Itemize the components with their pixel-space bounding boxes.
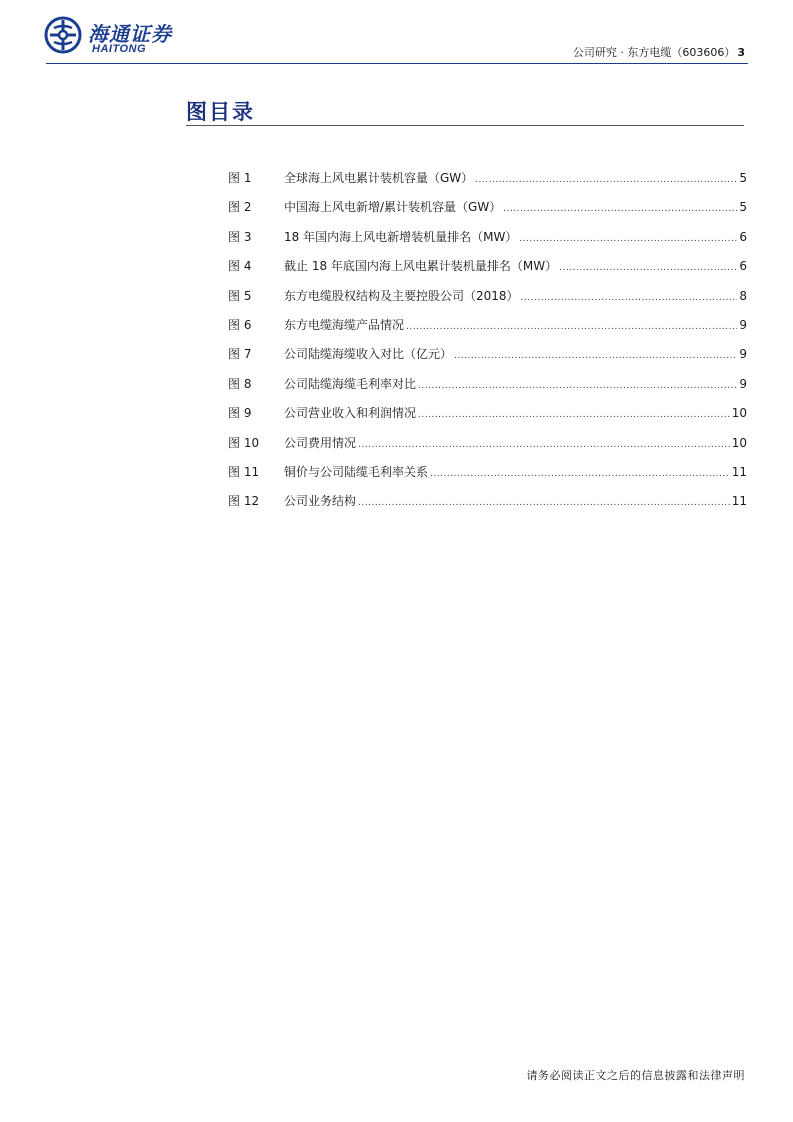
toc-figure-number: 图 1: [228, 171, 252, 185]
toc-entry[interactable]: [228, 287, 747, 316]
logo-chinese-name: 海通证券: [88, 22, 172, 46]
toc-figure-title: 公司陆缆海缆收入对比（亿元）: [284, 347, 453, 362]
toc-entry[interactable]: [228, 434, 747, 463]
toc-leader-dots: [358, 498, 730, 508]
toc-page-number: 11: [731, 494, 747, 509]
page-header: [0, 0, 793, 70]
toc-figure-number: 图 8: [228, 376, 252, 391]
toc-figure-title: 公司营业收入和利润情况: [284, 406, 417, 421]
toc-figure-title: 18 年国内海上风电新增装机量排名（MW）: [284, 229, 518, 244]
toc-figure-number: 图 4: [228, 259, 252, 274]
section-divider: [186, 125, 744, 126]
toc-figure-number: 图 2: [228, 200, 252, 215]
toc-leader-dots: [559, 263, 737, 273]
toc-figure-title: 东方电缆股权结构及主要控股公司（2018）: [284, 288, 519, 303]
toc-entry[interactable]: [228, 228, 747, 257]
toc-page-number: 6: [739, 229, 747, 244]
toc-entry[interactable]: [228, 463, 747, 492]
toc-figure-number: 图 7: [228, 347, 252, 362]
toc-page-number: 9: [739, 347, 747, 362]
toc-page-number: 6: [739, 259, 747, 274]
header-divider: [46, 63, 748, 64]
toc-leader-dots: [475, 175, 737, 185]
toc-entry[interactable]: [228, 345, 747, 374]
toc-leader-dots: [406, 322, 737, 332]
toc-leader-dots: [418, 381, 737, 391]
toc-entry[interactable]: [228, 492, 747, 521]
toc-leader-dots: [519, 234, 737, 244]
toc-figure-title: 公司费用情况: [284, 435, 357, 450]
toc-page-number: 8: [739, 288, 747, 303]
toc-page-number: 10: [731, 435, 747, 450]
toc-page-number: 5: [739, 200, 747, 215]
haitong-logo: [44, 16, 194, 60]
toc-figure-number: 图 5: [228, 288, 252, 303]
logo-english-name: HAITONG: [92, 43, 147, 55]
figure-index: [228, 169, 747, 522]
toc-page-number: 11: [731, 464, 747, 479]
toc-entry[interactable]: [228, 198, 747, 227]
toc-entry[interactable]: [228, 375, 747, 404]
toc-leader-dots: [503, 204, 737, 214]
toc-leader-dots: [521, 293, 738, 303]
toc-figure-title: 铜价与公司陆缆毛利率关系: [284, 464, 429, 479]
toc-figure-title: 东方电缆海缆产品情况: [284, 317, 405, 332]
section-title: 图目录: [186, 100, 255, 124]
toc-figure-number: 图 9: [228, 406, 252, 421]
report-title: 公司研究 · 东方电缆（603606）: [572, 46, 736, 59]
toc-entry[interactable]: [228, 404, 747, 433]
toc-page-number: 5: [739, 171, 747, 185]
toc-figure-number: 图 3: [228, 229, 252, 244]
toc-figure-number: 图 6: [228, 317, 252, 332]
toc-leader-dots: [430, 469, 730, 479]
toc-figure-title: 截止 18 年底国内海上风电累计装机量排名（MW）: [284, 259, 558, 274]
toc-page-number: 9: [739, 376, 747, 391]
toc-leader-dots: [418, 410, 730, 420]
toc-figure-title: 公司业务结构: [284, 494, 357, 509]
toc-entry[interactable]: [228, 169, 747, 198]
toc-figure-number: 图 12: [228, 494, 260, 509]
toc-entry[interactable]: [228, 257, 747, 286]
toc-figure-title: 全球海上风电累计装机容量（GW）: [284, 171, 474, 185]
toc-leader-dots: [358, 440, 730, 450]
toc-page-number: 9: [739, 317, 747, 332]
toc-entry[interactable]: [228, 316, 747, 345]
haitong-emblem-icon: [44, 16, 82, 54]
toc-figure-title: 公司陆缆海缆毛利率对比: [284, 376, 417, 391]
report-info: [573, 44, 745, 60]
toc-page-number: 10: [731, 406, 747, 421]
toc-figure-number: 图 10: [228, 435, 260, 450]
footer-disclaimer: 请务必阅读正文之后的信息披露和法律声明: [526, 1069, 745, 1082]
toc-figure-number: 图 11: [228, 464, 260, 479]
page-number: 3: [737, 46, 745, 59]
toc-figure-title: 中国海上风电新增/累计装机容量（GW）: [284, 200, 502, 215]
toc-leader-dots: [454, 351, 737, 361]
